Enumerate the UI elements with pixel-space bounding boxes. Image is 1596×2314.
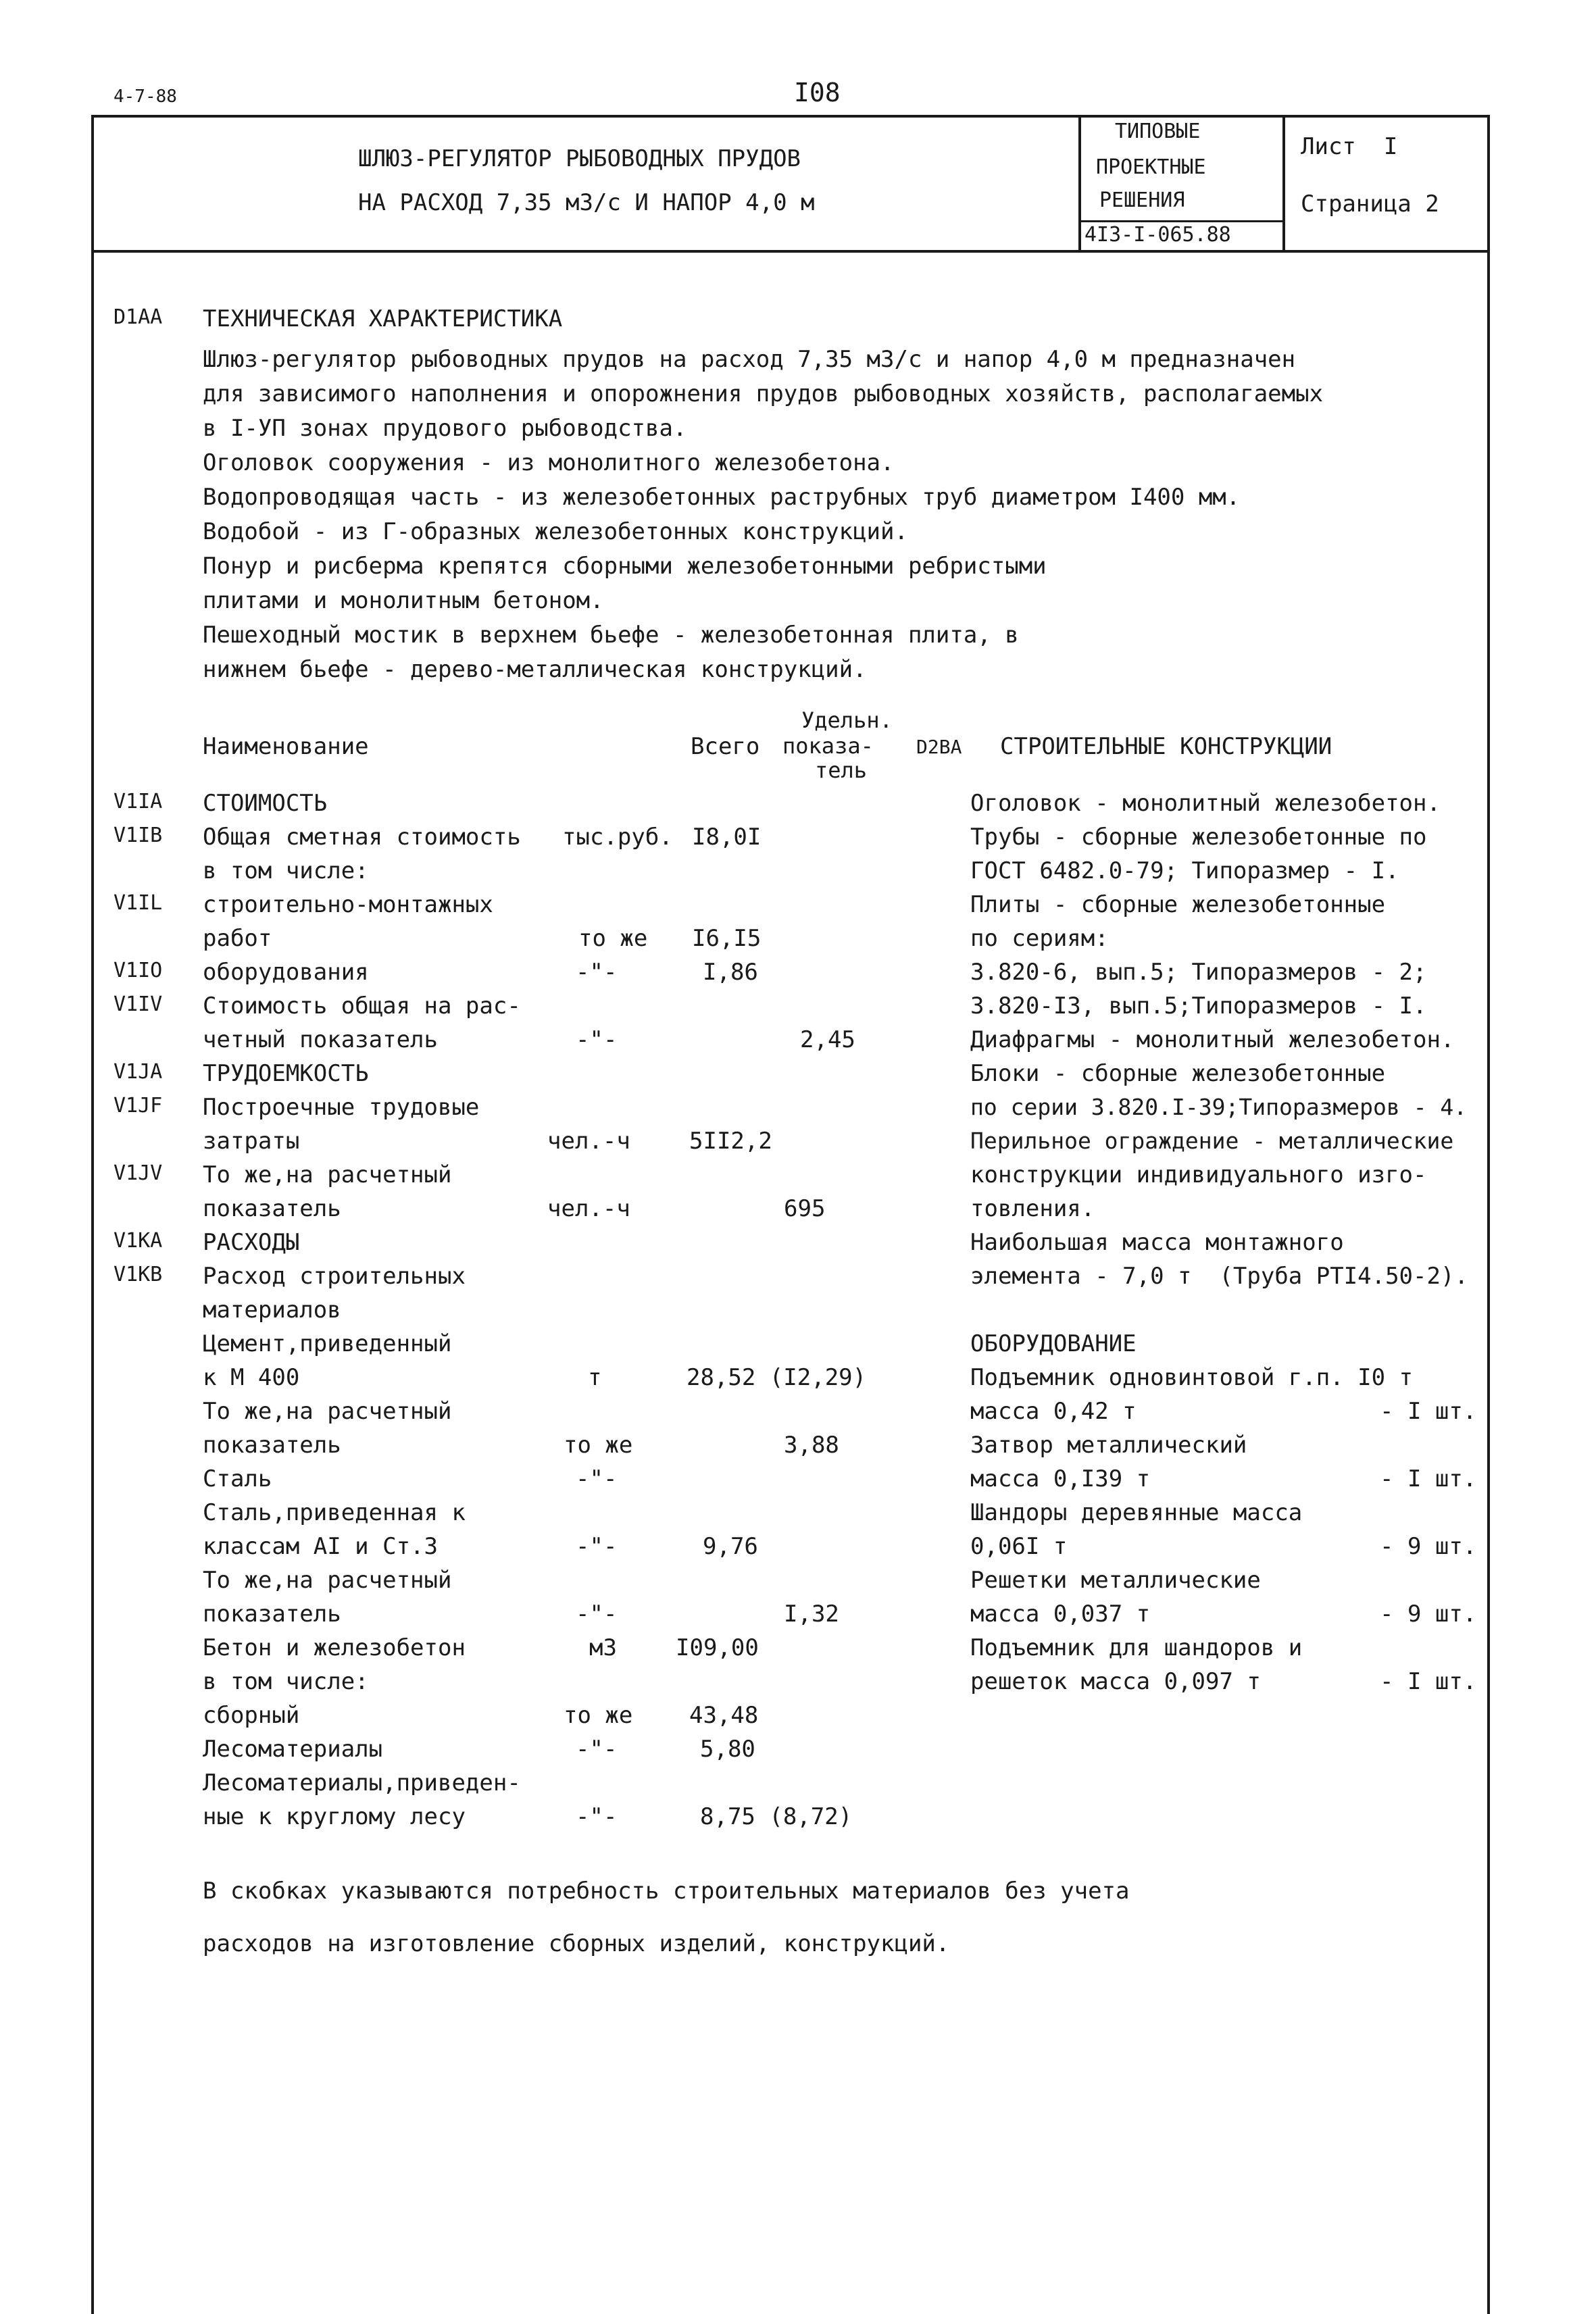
equipment-line: Шандоры деревянные масса: [970, 1499, 1303, 1526]
row-name: показатель: [203, 1432, 341, 1459]
row-name: ные к круглому лесу: [203, 1803, 466, 1830]
structure-line: Оголовок - монолитный железобетон.: [970, 790, 1441, 817]
equipment-line: масса 0,037 т: [970, 1601, 1151, 1628]
row-total: 9,76: [703, 1533, 758, 1560]
series-label-1: ТИПОВЫЕ: [1115, 120, 1201, 143]
section-heading: ТЕХНИЧЕСКАЯ ХАРАКТЕРИСТИКА: [203, 305, 563, 332]
row-unit: то же: [564, 1432, 633, 1459]
row-name: Цемент,приведенный: [203, 1330, 452, 1357]
row-unit: -"-: [576, 1026, 618, 1053]
row-name: к М 400: [203, 1364, 300, 1391]
row-code: V1IA: [114, 790, 163, 813]
description-line: для зависимого наполнения и опорожнения прудов рыбоводных хозяйств, располагаемых: [203, 380, 1324, 407]
equipment-line: Затвор металлический: [970, 1432, 1247, 1459]
row-total: I6,I5: [692, 925, 762, 952]
section-code: D1AA: [114, 305, 163, 329]
structure-line: по серии 3.820.I-39;Типоразмеров - 4.: [970, 1094, 1468, 1120]
structure-line: ГОСТ 6482.0-79; Типоразмер - I.: [970, 857, 1399, 884]
row-unit: -"-: [576, 1533, 618, 1560]
row-name: Сталь: [203, 1465, 272, 1492]
row-name: РАСХОДЫ: [203, 1229, 300, 1256]
page-label: Страница 2: [1301, 191, 1439, 218]
row-name: СТОИМОСТЬ: [203, 790, 328, 817]
right-section-heading: СТРОИТЕЛЬНЫЕ КОНСТРУКЦИИ: [1000, 733, 1332, 760]
row-total: 8,75 (8,72): [700, 1803, 853, 1830]
column-header-specific: тель: [815, 757, 868, 783]
row-unit: тыс.руб.: [562, 824, 673, 851]
row-name: Бетон и железобетон: [203, 1634, 466, 1661]
equipment-line: масса 0,I39 т: [970, 1465, 1151, 1492]
row-unit: -"-: [576, 1601, 618, 1628]
row-unit: -"-: [576, 1736, 618, 1763]
row-name: Лесоматериалы,приведен-: [203, 1769, 521, 1796]
equipment-quantity: - 9 шт.: [1380, 1601, 1477, 1628]
column-header-name: Наименование: [203, 733, 369, 760]
row-code: V1KA: [114, 1229, 163, 1253]
row-name: оборудования: [203, 959, 369, 986]
row-unit: -"-: [576, 1803, 618, 1830]
row-code: V1IO: [114, 959, 163, 982]
row-name: показатель: [203, 1601, 341, 1628]
row-code: V1IV: [114, 992, 163, 1016]
equipment-line: Подъемник одновинтовой г.п. I0 т: [970, 1364, 1414, 1391]
row-name: Стоимость общая на рас-: [203, 992, 521, 1020]
equipment-line: 0,06I т: [970, 1533, 1068, 1560]
row-name: показатель: [203, 1195, 341, 1222]
series-label-3: РЕШЕНИЯ: [1099, 188, 1185, 212]
equipment-quantity: - I шт.: [1380, 1398, 1477, 1425]
column-header-specific: показа-: [782, 733, 874, 759]
description-line: Пешеходный мостик в верхнем бьефе - железобетонная плита, в: [203, 622, 1019, 649]
equipment-heading: ОБОРУДОВАНИЕ: [970, 1330, 1137, 1357]
row-name: То же,на расчетный: [203, 1161, 452, 1188]
row-name: Сталь,приведенная к: [203, 1499, 466, 1526]
row-total: 5II2,2: [689, 1128, 772, 1155]
row-total: 5,80: [700, 1736, 755, 1763]
column-header-total: Всего: [691, 733, 760, 760]
structure-line: Плиты - сборные железобетонные: [970, 891, 1386, 918]
description-line: плитами и монолитным бетоном.: [203, 587, 604, 614]
structure-line: Диафрагмы - монолитный железобетон.: [970, 1026, 1455, 1053]
structure-line: элемента - 7,0 т (Труба РТI4.50-2).: [970, 1263, 1468, 1290]
row-name: Построечные трудовые: [203, 1094, 480, 1121]
row-name: классам АI и Ст.3: [203, 1533, 438, 1560]
row-name: четный показатель: [203, 1026, 438, 1053]
row-unit: то же: [578, 925, 648, 952]
row-name: То же,на расчетный: [203, 1567, 452, 1594]
right-section-code: D2BA: [916, 736, 962, 758]
column-header-specific: Удельн.: [801, 707, 893, 733]
row-total: I8,0I: [692, 824, 762, 851]
row-unit: т: [588, 1364, 602, 1391]
structure-line: 3.820-I3, вып.5;Типоразмеров - I.: [970, 992, 1427, 1020]
footnote-line: расходов на изготовление сборных изделий, конструкций.: [203, 1930, 950, 1957]
row-name: материалов: [203, 1297, 341, 1324]
row-name: Лесоматериалы: [203, 1736, 383, 1763]
row-code: V1IL: [114, 891, 163, 915]
equipment-quantity: - 9 шт.: [1380, 1533, 1477, 1560]
structure-line: Блоки - сборные железобетонные: [970, 1060, 1386, 1087]
description-line: нижнем бьефе - дерево-металлическая конструкций.: [203, 656, 867, 683]
row-total: I,86: [703, 959, 758, 986]
row-code: V1KB: [114, 1263, 163, 1286]
row-specific: 695: [784, 1195, 826, 1222]
row-code: V1JF: [114, 1094, 163, 1117]
row-unit: -"-: [576, 959, 618, 986]
equipment-quantity: - I шт.: [1380, 1668, 1477, 1695]
footnote-line: В скобках указываются потребность строительных материалов без учета: [203, 1878, 1130, 1905]
row-name: строительно-монтажных: [203, 891, 493, 918]
description-line: в I-УП зонах прудового рыбоводства.: [203, 415, 687, 442]
row-name: затраты: [203, 1128, 300, 1155]
row-name: работ: [203, 925, 272, 952]
structure-line: Наибольшая масса монтажного: [970, 1229, 1344, 1256]
row-total: I09,00: [676, 1634, 759, 1661]
page-number: I08: [794, 78, 841, 107]
equipment-line: Решетки металлические: [970, 1567, 1261, 1594]
structure-line: Перильное ограждение - металлические: [970, 1128, 1454, 1154]
row-name: То же,на расчетный: [203, 1398, 452, 1425]
row-name: Расход строительных: [203, 1263, 466, 1290]
document-code: 4-7-88: [114, 86, 177, 107]
row-unit: чел.-ч: [547, 1128, 630, 1155]
row-specific: 2,45: [800, 1026, 855, 1053]
description-line: Водобой - из Г-образных железобетонных конструкций.: [203, 518, 908, 545]
row-code: V1JA: [114, 1060, 163, 1084]
row-unit: м3: [589, 1634, 617, 1661]
series-code: 4I3-I-065.88: [1084, 223, 1231, 247]
document-title-line2: НА РАСХОД 7,35 м3/с И НАПОР 4,0 м: [358, 189, 815, 216]
description-line: Водопроводящая часть - из железобетонных раструбных труб диаметром I400 мм.: [203, 484, 1241, 511]
row-name: Общая сметная стоимость: [203, 824, 521, 851]
sheet-number: Лист I: [1301, 133, 1398, 160]
structure-line: товления.: [970, 1195, 1095, 1222]
description-line: Шлюз-регулятор рыбоводных прудов на расход 7,35 м3/с и напор 4,0 м предназначен: [203, 346, 1296, 373]
structure-line: 3.820-6, вып.5; Типоразмеров - 2;: [970, 959, 1427, 986]
row-code: V1IB: [114, 824, 163, 847]
equipment-line: Подъемник для шандоров и: [970, 1634, 1303, 1661]
document-title-line1: ШЛЮЗ-РЕГУЛЯТОР РЫБОВОДНЫХ ПРУДОВ: [358, 145, 801, 172]
row-specific: I,32: [784, 1601, 839, 1628]
equipment-line: масса 0,42 т: [970, 1398, 1137, 1425]
structure-line: Трубы - сборные железобетонные по: [970, 824, 1427, 851]
description-line: Понур и рисберма крепятся сборными железобетонными ребристыми: [203, 553, 1047, 580]
row-name: в том числе:: [203, 857, 369, 884]
structure-line: по сериям:: [970, 925, 1109, 952]
row-code: V1JV: [114, 1161, 163, 1185]
row-unit: -"-: [576, 1465, 618, 1492]
row-total: 43,48: [689, 1702, 759, 1729]
row-name: в том числе:: [203, 1668, 369, 1695]
equipment-quantity: - I шт.: [1380, 1465, 1477, 1492]
row-unit: то же: [564, 1702, 633, 1729]
row-specific: 3,88: [784, 1432, 839, 1459]
series-label-2: ПРОЕКТНЫЕ: [1096, 155, 1206, 179]
row-name: ТРУДОЕМКОСТЬ: [203, 1060, 369, 1087]
row-unit: чел.-ч: [547, 1195, 630, 1222]
row-name: сборный: [203, 1702, 300, 1729]
structure-line: конструкции индивидуального изго-: [970, 1161, 1427, 1188]
description-line: Оголовок сооружения - из монолитного железобетона.: [203, 449, 895, 476]
row-total: 28,52 (I2,29): [687, 1364, 867, 1391]
equipment-line: решеток масса 0,097 т: [970, 1668, 1261, 1695]
